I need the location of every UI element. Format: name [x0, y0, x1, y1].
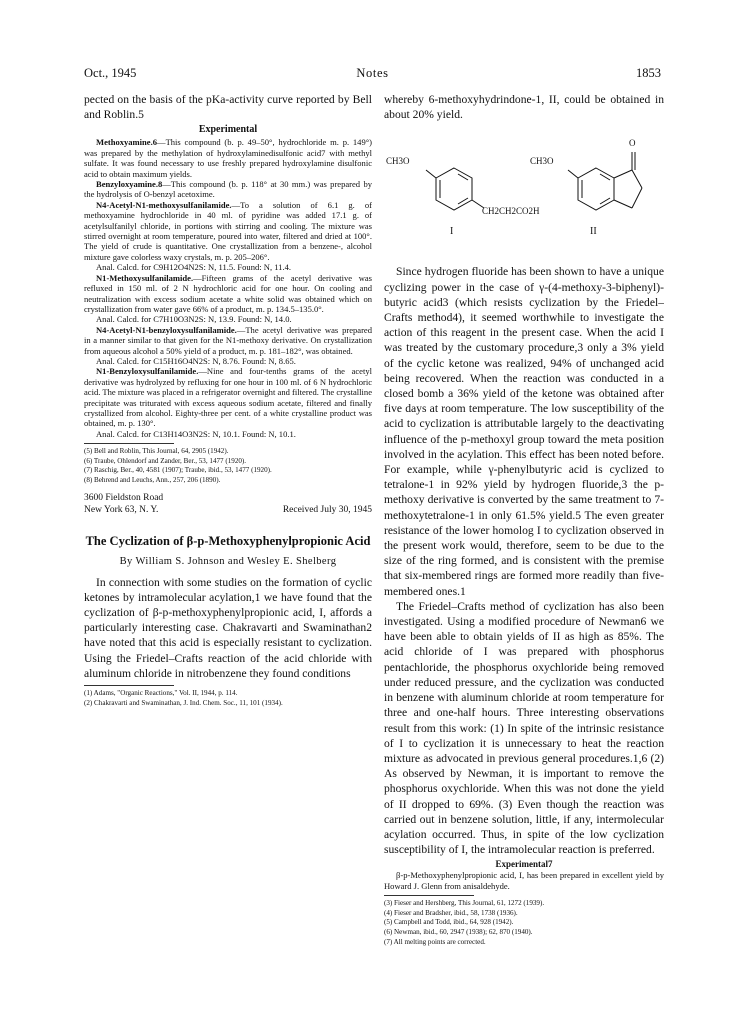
- footnote: (3) Fieser and Hershberg, This Journal, 61, 1272 (1939).: [384, 899, 545, 908]
- running-header: [84, 66, 661, 84]
- acetyl-methoxy-paragraph: [84, 200, 372, 262]
- analysis-line: Anal. Calcd. for C15H16O4N2S: N, 8.76. Found: N, 8.65.: [96, 355, 296, 366]
- paragraph-head: N4-Acetyl-N1-methoxysulfanilamide.: [96, 199, 232, 210]
- structure-I-substituent: CH3O: [386, 156, 410, 167]
- author-address: [84, 492, 372, 516]
- analysis-line: Anal. Calcd. for C7H10O3N2S: N, 13.9. Found: N, 14.0.: [96, 314, 292, 325]
- analysis-line: Anal. Calcd. for C13H14O3N2S: N, 10.1. Found: N, 10.1.: [96, 428, 296, 439]
- structure-II-ring: [568, 152, 642, 210]
- footnote: (7) All melting points are corrected.: [384, 937, 486, 946]
- benzyloxyamine-paragraph: [84, 179, 372, 200]
- friedel-crafts-paragraph: The Friedel–Crafts method of cyclization has also been investigated. Using a modified procedure of Newman6 we have been able to obtain yields of II as high as 85%. The acid chloride of I was prepared with phosphorus pentachloride, the phosphorus oxychloride being removed under reduced pressure, and the cyclization was conducted in benzene with aluminum chloride at room temperature for three and one-half hours. Three interesting observations result from this work: (1) In spite of the intrinsic resistance of I to cyclization it is unnecessary to heat the reaction mixture as advocated in previous general procedures.1,6 (2) As observed by Newman, it is important to remove the phosphorus oxychloride. When this was not done the yield of II dropped to 69%. (3) Even though the reaction was carried out in benzene solution, little, if any, intermolecular acylation occurred. Thus, in spite of the low cyclization susceptibility of I, the intramolecular reaction is preferred.: [384, 599, 664, 857]
- right-column: [384, 92, 664, 947]
- footnote: (2) Chakravarti and Swaminathan, J. Ind. Chem. Soc., 11, 101 (1934).: [84, 698, 283, 707]
- footnote: (6) Traube, Ohlendorf and Zander, Ber., 53, 1477 (1920).: [84, 456, 247, 465]
- methoxy-sulfanilamide-paragraph: [84, 273, 372, 315]
- methoxyamine-paragraph: [84, 137, 372, 179]
- header-date: Oct., 1945: [84, 66, 137, 80]
- article-title: The Cyclization of β-p-Methoxyphenylpropionic Acid: [85, 533, 371, 548]
- address-line: 3600 Fieldston Road: [84, 492, 164, 503]
- footnote: (7) Raschig, Ber., 40, 4581 (1907); Traube, ibid., 53, 1477 (1920).: [84, 466, 272, 475]
- received-date: Received July 30, 1945: [282, 504, 372, 515]
- structure-II-substituent: CH3O: [530, 156, 554, 167]
- footnote-rule: [84, 443, 174, 444]
- paragraph-text: —Fifteen grams of the acetyl derivative was refluxed in 150 ml. of 2 N hydrochloric acid for one hour. On cooling and neutralization with excess sodium acetate a white solid was obtained which on crystallization from water gave 66% of a product, m. p. 134.5–135.0°.: [84, 272, 372, 314]
- structure-drawing: [384, 130, 664, 260]
- structure-I-ring: [426, 168, 484, 210]
- footnote: (8) Behrend and Leuchs, Ann., 257, 206 (1890).: [84, 475, 221, 484]
- footnote-rule: [384, 895, 474, 896]
- footnote: (5) Campbell and Todd, ibid., 64, 928 (1942).: [384, 918, 514, 927]
- analysis-line: Anal. Calcd. for C9H12O4N2S: N, 11.5. Found: N, 11.4.: [96, 262, 291, 273]
- footnote: (4) Fieser and Bradsher, ibid., 58, 1738 (1936).: [384, 908, 518, 917]
- footnotes-lower: [84, 689, 372, 708]
- paragraph-text: —This compound (b. p. 49–50°, hydrochloride m. p. 149°) was prepared by the methylation of hydroxylaminedisulfonic acid7 with methyl sulfate. It was found necessary to use freshly prepared hydroxylamine disulfonic acid to obtain maximum yields.: [84, 137, 372, 179]
- paragraph-text: —Nine and four-tenths grams of the acetyl derivative was hydrolyzed by refluxing for one hour in 100 ml. of 6 N hydrochloric acid. The mixture was placed in a refrigerator overnight and filtered. The crystalline precipitate was triturated with excess aqueous sodium acetate, filtered and finally crystallized from alcohol. Eighty-three per cent. of a white crystalline product was obtained, m. p. 130°.: [84, 366, 372, 429]
- address-line: New York 63, N. Y.: [84, 504, 159, 515]
- structure-I-side-chain: CH2CH2CO2H: [482, 206, 540, 217]
- experimental-heading: Experimental: [198, 124, 258, 136]
- footnote-rule: [84, 685, 174, 686]
- continued-paragraph: pected on the basis of the pKa-activity curve reported by Bell and Roblin.5: [84, 93, 372, 122]
- footnotes-upper: [84, 447, 372, 485]
- structure-I-label: I: [450, 226, 454, 238]
- structure-II-label: II: [590, 226, 597, 238]
- paragraph-text: —To a solution of 6.1 g. of methoxyamine hydrochloride in 40 ml. of pyridine was added 17.1 g. of acetylsulfanilyl chloride, in portions with stirring and cooling. The mixture was stirred overnight at room temperature, poured into water, filtered and dried at 100°. The yield of crude is quantitative. One crystallization from a benzene-, alcohol mixture gave colorless waxy crystals, m. p. 205–206°.: [84, 199, 372, 262]
- experimental-text: β-p-Methoxyphenylpropionic acid, I, has been prepared in excellent yield by Howard J. Glenn from anisaldehyde.: [384, 870, 664, 891]
- structure-II-oxygen: O: [629, 138, 636, 149]
- chemical-structures: [384, 130, 664, 260]
- acetyl-benzyloxy-paragraph: [84, 325, 372, 356]
- header-page-number: 1853: [636, 66, 661, 80]
- paragraph-head: Methoxyamine.6: [96, 137, 158, 148]
- experimental-heading: Experimental7: [495, 859, 553, 870]
- header-section: Notes: [356, 66, 389, 80]
- footnote: (5) Bell and Roblin, This Journal, 64, 2905 (1942).: [84, 447, 229, 456]
- intro-paragraph: In connection with some studies on the formation of cyclic ketones by intramolecular acylation,1 we have found that the cyclization of β-p-methoxyphenylpropionic acid, I, affords a particularly interesting case. Chakravarti and Swaminathan2 have noted that this acid is especially resistant to cyclization. Using the Friedel–Crafts reaction of the acid chloride with aluminum chloride in nitrobenzene they found conditions: [84, 575, 372, 680]
- footnote: (6) Newman, ibid., 60, 2947 (1938); 62, 870 (1940).: [384, 927, 533, 936]
- paragraph-head: Benzyloxyamine.8: [96, 179, 163, 190]
- footnote: (1) Adams, "Organic Reactions," Vol. II, 1944, p. 114.: [84, 688, 238, 697]
- paragraph-head: N4-Acetyl-N1-benzyloxysulfanilamide.: [96, 324, 237, 335]
- article-byline: By William S. Johnson and Wesley E. Shelberg: [119, 555, 337, 567]
- benzyloxy-sulfanilamide-paragraph: [84, 366, 372, 428]
- paragraph-head: N1-Methoxysulfanilamide.: [96, 272, 194, 283]
- continued-paragraph: whereby 6-methoxyhydrindone-1, II, could be obtained in about 20% yield.: [384, 93, 664, 122]
- footnotes-right: [384, 899, 664, 947]
- paragraph-text: —The acetyl derivative was prepared in a manner similar to that given for the N1-methoxy derivative. On crystallization from aqueous alcohol a 50% yield of a product, m. p. 181–182°, was obtained.: [84, 324, 372, 356]
- paragraph-head: N1-Benzyloxysulfanilamide.: [96, 366, 199, 377]
- hf-paragraph: Since hydrogen fluoride has been shown to have a unique cyclizing power in the case of γ-(4-methoxy-3-biphenyl)-butyric acid3 (which resists cyclization by the Friedel–Crafts method4), it seemed worthwhile to investigate the action of this reagent in the present case. When the acid I was treated by the customary procedure,3 only a 3% yield of the cyclic ketone was realized, 94% of unchanged acid being recovered. When the reaction was conducted in a closed bomb a 36% yield of the ketone was obtained after five days at room temperature. The low susceptibility of the acid to cyclization is attributable largely to the deactivating influence of the p-methoxyl group toward the meta position involved in the acylation. This effect has been noted before. For example, while γ-phenylbutyric acid is cyclized to tetralone-1 in 92% yield by hydrogen fluoride,3 the p-methoxy derivative is converted by the same treatment to 7-methoxytetralone-1 in only 61.5% yield.5 The even greater resistance of the lower homolog I to cyclization observed in the present work would, therefore, seem to be due to the size of the ring formed, and is consistent with the premise that six-membered rings are formed more readily than five-membered ones.1: [384, 265, 664, 598]
- left-column: [84, 92, 372, 708]
- paragraph-text: —This compound (b. p. 118° at 30 mm.) was prepared by the hydrolysis of O-benzyl acetoxime.: [84, 179, 372, 200]
